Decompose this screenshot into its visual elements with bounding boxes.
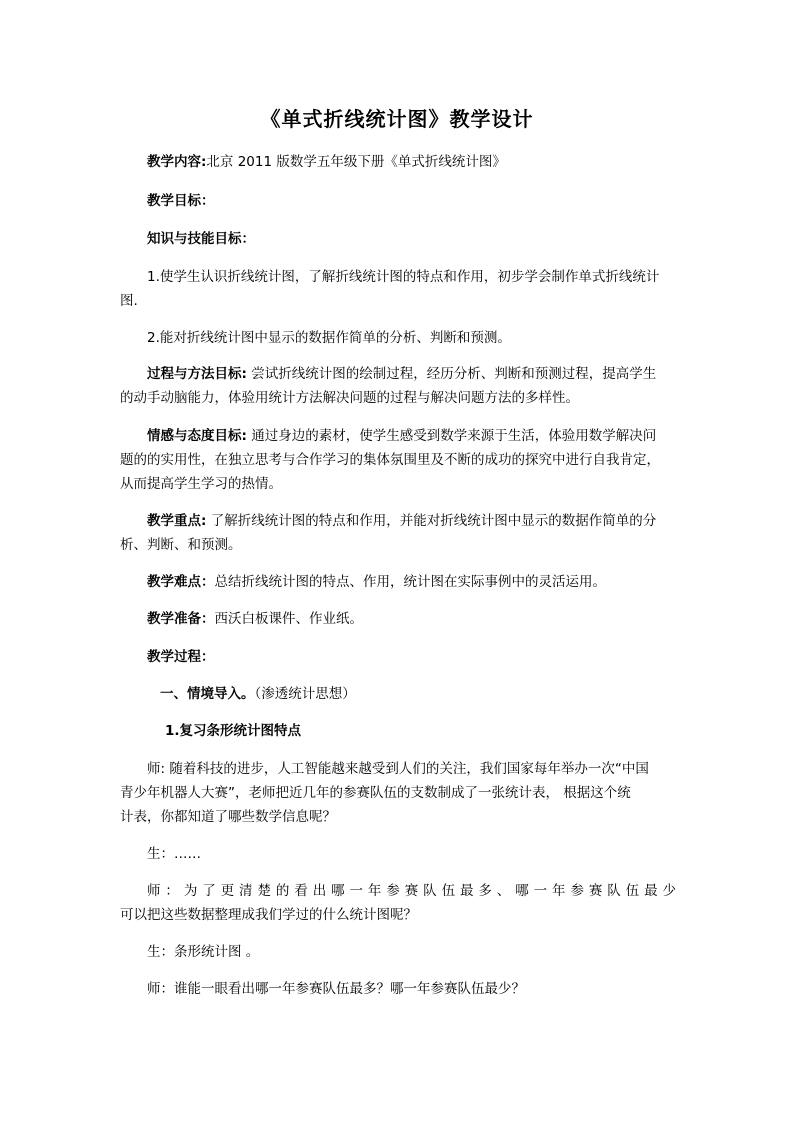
process-objective-line-2: 的动手动脑能力，体验用统计方法解决问题的过程与解决问题方法的多样性。 (120, 390, 579, 406)
objectives-heading: 教学目标： (147, 193, 215, 209)
preparation (147, 609, 676, 629)
emotion-objective-label: 情感与态度目标: (147, 428, 247, 444)
preparation-label: 教学准备： (147, 611, 215, 627)
document-title: 《单式折线统计图》教学设计 (260, 107, 534, 131)
knowledge-heading: 知识与技能目标： (147, 231, 255, 247)
emotion-objective-line-2: 题的的实用性，在独立思考与合作学习的集体氛围里及不断的成功的探究中进行自我肯定， (120, 452, 660, 468)
emotion-objective-line-3: 从而提高学生学习的热情。 (120, 476, 282, 492)
knowledge-item-1-line-2: 图. (120, 293, 138, 309)
procedure-heading: 教学过程： (147, 649, 215, 665)
section-1-heading (160, 684, 716, 704)
process-objective-line-1 (147, 364, 676, 384)
preparation-text: 西沃白板课件、作业纸。 (214, 611, 363, 627)
subsection-1-heading: 1.复习条形统计图特点 (165, 723, 302, 739)
teacher-line-1b: 青少年机器人大赛”，老师把近几年的参赛队伍的支数制成了一张统计表， 根据这个统 (120, 785, 631, 801)
key-point-text: 了解折线统计图的特点和作用，并能对折线统计图中显示的数据作简单的分 (206, 513, 657, 529)
difficult-point-label: 教学难点： (147, 574, 215, 590)
key-point-line-1 (147, 511, 676, 531)
section-1-note: （渗透统计思想） (254, 686, 356, 702)
student-line-2: 生：条形统计图 。 (147, 944, 260, 960)
process-objective-label: 过程与方法目标: (147, 366, 247, 382)
key-point-label: 教学重点: (147, 513, 207, 529)
section-1-label: 一、情境导入。 (160, 686, 255, 702)
knowledge-item-2: 2.能对折线统计图中显示的数据作简单的分析、判断和预测。 (147, 330, 511, 346)
process-objective-text: 尝试折线统计图的绘制过程，经历分析、判断和预测过程，提高学生 (246, 366, 657, 382)
teaching-content-text: 北京 2011 版数学五年级下册《单式折线统计图》 (206, 154, 506, 170)
teacher-line-1a: 师: 随着科技的进步，人工智能越来越受到人们的关注，我们国家每年举办一次“中国 (147, 761, 649, 777)
key-point-line-2: 析、判断、和预测。 (120, 537, 242, 553)
teacher-line-3: 师：谁能一眼看出哪一年参赛队伍最多？哪一年参赛队伍最少？ (147, 981, 525, 997)
difficult-point-text: 总结折线统计图的特点、作用，统计图在实际事例中的灵活运用。 (214, 574, 606, 590)
emotion-objective-text: 通过身边的素材，使学生感受到数学来源于生活，体验用数学解决问 (246, 428, 657, 444)
teaching-content-label: 教学内容: (147, 154, 207, 170)
difficult-point (147, 572, 676, 592)
knowledge-item-1-line-1: 1.使学生认识折线统计图，了解折线统计图的特点和作用，初步学会制作单式折线统计 (147, 269, 660, 285)
teaching-content (147, 152, 676, 172)
emotion-objective-line-1 (147, 426, 676, 446)
teacher-line-2b: 可以把这些数据整理成我们学过的什么统计图呢？ (120, 907, 417, 923)
teacher-line-2a: 师：为了更清楚的看出哪一年参赛队伍最多、哪一年参赛队伍最少 (147, 883, 676, 899)
teacher-line-1c: 计表，你都知道了哪些数学信息呢？ (120, 809, 336, 825)
student-line-1: 生：…… (147, 846, 201, 862)
